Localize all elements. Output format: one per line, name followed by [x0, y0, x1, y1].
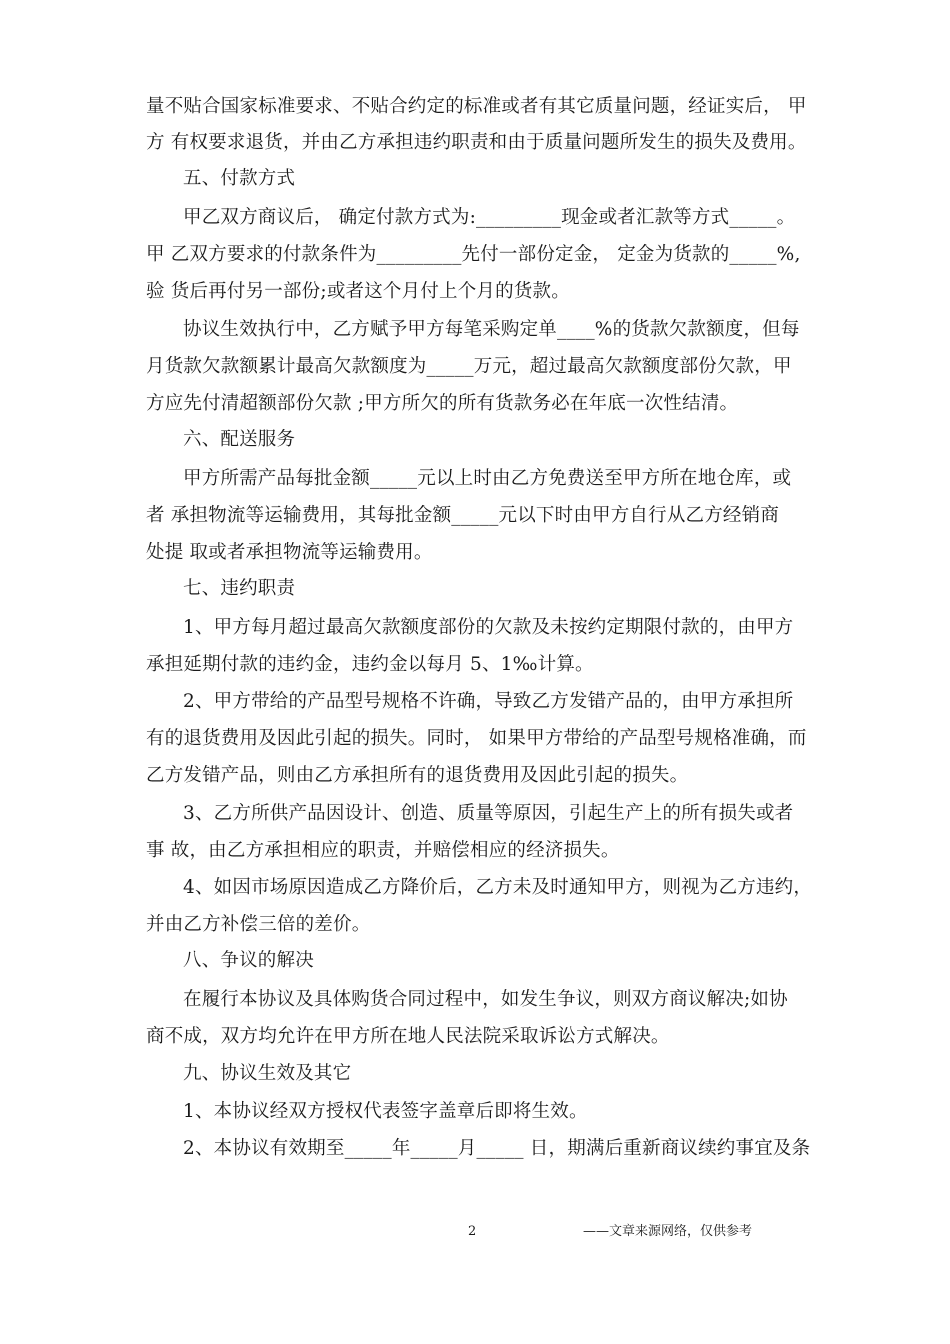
body-line: 者 承担物流等运输费用，其每批金额_____元以下时由甲方自行从乙方经销商	[146, 505, 780, 526]
section-heading-delivery: 六、配送服务	[183, 429, 296, 450]
section-heading-effectiveness: 九、协议生效及其它	[183, 1063, 352, 1084]
source-note: ——文章来源网络，仅供参考	[583, 1224, 753, 1239]
body-line: 验 货后再付另一部份;或者这个月付上个月的货款。	[146, 281, 570, 302]
body-line: 有的退货费用及因此引起的损失。同时， 如果甲方带给的产品型号规格准确，而	[146, 728, 807, 749]
body-line: 量不贴合国家标准要求、不贴合约定的标准或者有其它质量问题，经证实后， 甲	[146, 96, 807, 117]
section-heading-payment: 五、付款方式	[183, 168, 296, 189]
body-line: 甲乙双方商议后， 确定付款方式为:_________现金或者汇款等方式_____。	[183, 207, 796, 228]
body-line: 并由乙方补偿三倍的差价。	[146, 914, 371, 935]
body-line: 商不成，双方均允许在甲方所在地人民法院采取诉讼方式解决。	[146, 1026, 670, 1047]
body-line: 方应先付清超额部份欠款 ;甲方所欠的所有货款务必在年底一次性结清。	[146, 393, 739, 414]
body-line: 处提 取或者承担物流等运输费用。	[146, 542, 433, 563]
body-line: 4、如因市场原因造成乙方降价后，乙方未及时通知甲方，则视为乙方违约，	[183, 877, 813, 898]
body-line: 甲 乙双方要求的付款条件为_________先付一部份定金， 定金为货款的_____%,	[146, 244, 801, 265]
body-line: 方 有权要求退货，并由乙方承担违约职责和由于质量问题所发生的损失及费用。	[146, 132, 807, 153]
body-line: 3、乙方所供产品因设计、创造、质量等原因，引起生产上的所有损失或者	[183, 803, 794, 824]
body-line: 2、本协议有效期至_____年_____月_____ 日，期满后重新商议续约事宜及条	[183, 1138, 811, 1159]
section-heading-dispute: 八、争议的解决	[183, 950, 314, 971]
body-line: 承担延期付款的违约金，违约金以每月 5、1‰计算。	[146, 654, 594, 675]
body-line: 协议生效执行中，乙方赋予甲方每笔采购定单____%的货款欠款额度，但每	[183, 319, 800, 340]
body-line: 在履行本协议及具体购货合同过程中，如发生争议，则双方商议解决;如协	[183, 989, 788, 1010]
body-line: 甲方所需产品每批金额_____元以上时由乙方免费送至甲方所在地仓库，或	[183, 468, 792, 489]
body-line: 1、本协议经双方授权代表签字盖章后即将生效。	[183, 1101, 588, 1122]
body-line: 乙方发错产品，则由乙方承担所有的退货费用及因此引起的损失。	[146, 765, 689, 786]
body-line: 月货款欠款额累计最高欠款额度为_____万元，超过最高欠款额度部份欠款，甲	[146, 356, 792, 377]
page-number: 2	[468, 1224, 477, 1239]
body-line: 1、甲方每月超过最高欠款额度部份的欠款及未按约定期限付款的，由甲方	[183, 617, 794, 638]
section-heading-liability: 七、违约职责	[183, 578, 296, 599]
body-line: 事 故，由乙方承担相应的职责，并赔偿相应的经济损失。	[146, 840, 620, 861]
body-line: 2、甲方带给的产品型号规格不许确，导致乙方发错产品的，由甲方承担所	[183, 691, 794, 712]
